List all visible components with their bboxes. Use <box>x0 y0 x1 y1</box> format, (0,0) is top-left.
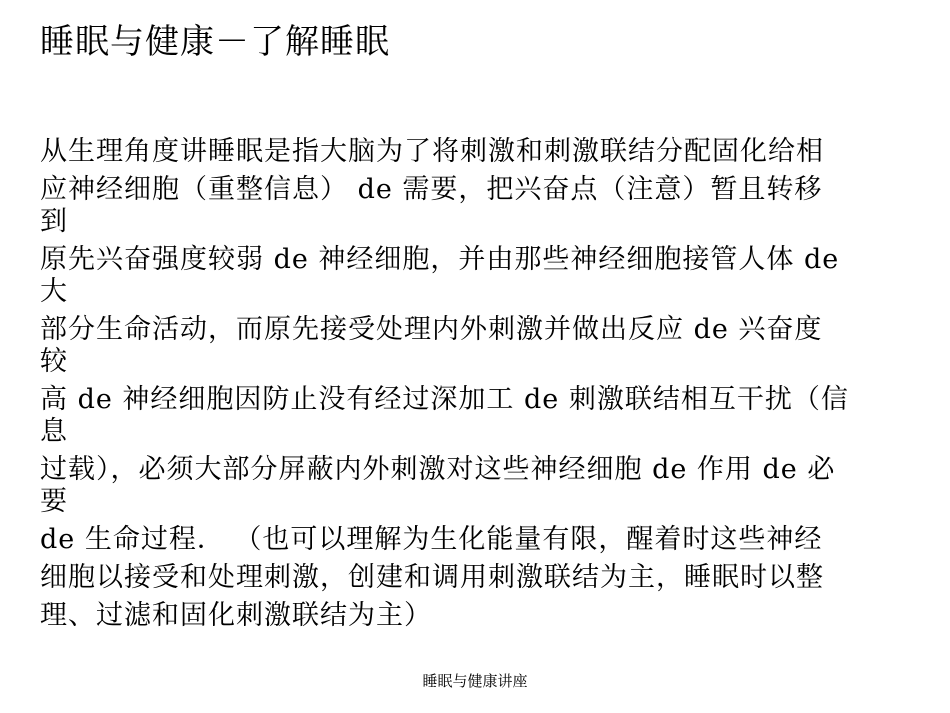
body-line: 过载），必须大部分屏蔽内外刺激对这些神经细胞 de 作用 de 必 <box>40 454 836 485</box>
slide-title: 睡眠与健康－了解睡眠 <box>40 22 390 62</box>
body-line: 息 <box>40 416 68 447</box>
body-line: 到 <box>40 206 68 237</box>
body-line: 原先兴奋强度较弱 de 神经细胞，并由那些神经细胞接管人体 de <box>40 244 840 275</box>
body-line: 要 <box>40 486 68 517</box>
body-line: de 生命过程． （也可以理解为生化能量有限，醒着时这些神经 <box>40 524 823 555</box>
body-text <box>40 136 930 632</box>
body-line: 理、过滤和固化刺激联结为主） <box>40 600 432 631</box>
body-line: 部分生命活动，而原先接受处理内外刺激并做出反应 de 兴奋度 <box>40 314 823 345</box>
body-line: 较 <box>40 346 68 377</box>
body-line: 高 de 神经细胞因防止没有经过深加工 de 刺激联结相互干扰（信 <box>40 384 849 415</box>
body-line: 大 <box>40 276 68 307</box>
slide-footer: 睡眠与健康讲座 <box>422 672 528 690</box>
body-line: 细胞以接受和处理刺激，创建和调用刺激联结为主，睡眠时以整 <box>40 562 824 593</box>
body-line: 应神经细胞（重整信息） de 需要，把兴奋点（注意）暂且转移 <box>40 174 823 205</box>
body-line: 从生理角度讲睡眠是指大脑为了将刺激和刺激联结分配固化给相 <box>40 136 824 167</box>
